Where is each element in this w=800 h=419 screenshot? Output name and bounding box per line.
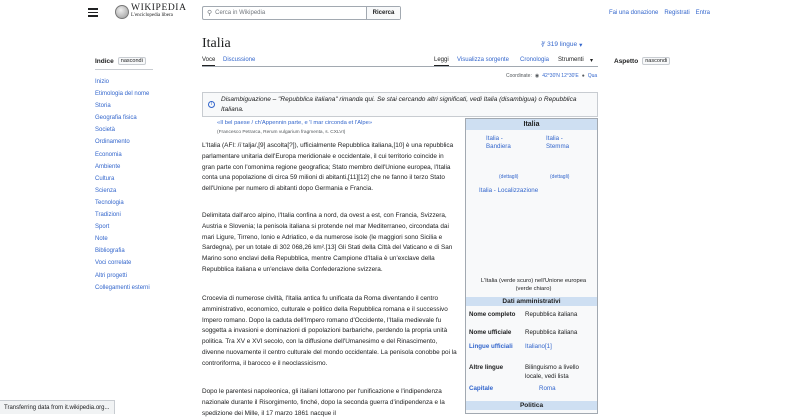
toc-item-geografia[interactable]: Geografia fisica xyxy=(95,112,195,124)
tab-leggi[interactable]: Leggi xyxy=(434,57,449,66)
locator-map[interactable]: Italia - Localizzazione xyxy=(479,187,538,194)
main-menu-icon[interactable] xyxy=(88,8,98,17)
emblem-details-link[interactable]: (dettagli) xyxy=(550,174,569,180)
aspect-heading: Aspetto xyxy=(614,58,638,65)
emblem-image[interactable]: Italia - Stemma xyxy=(546,135,584,151)
tab-voce[interactable]: Voce xyxy=(202,57,215,66)
toc-sidebar xyxy=(95,57,195,294)
row-key: Altre lingue xyxy=(469,364,525,381)
infobox-title: Italia xyxy=(466,119,597,130)
coord-value[interactable]: 42°30′N 12°30′E xyxy=(542,73,578,79)
toc-divider xyxy=(95,69,153,70)
quote-line[interactable]: «Il bel paese / ch'Appennin parte, e 'l mar circonda et l'Alpe» xyxy=(217,119,372,128)
infobox-row xyxy=(469,329,596,338)
search-button[interactable]: Ricerca xyxy=(366,7,400,19)
login-link[interactable]: Entra xyxy=(696,10,710,16)
row-value: Bilinguismo a livello locale, vedi lista xyxy=(525,364,596,381)
toc-item-note[interactable]: Note xyxy=(95,233,195,245)
infobox-row xyxy=(469,343,596,352)
map-pin-icon: ● xyxy=(582,73,585,79)
toc-heading: Indice xyxy=(95,58,114,65)
infobox-row xyxy=(469,311,596,320)
toc-item-bibliografia[interactable]: Bibliografia xyxy=(95,245,195,257)
infobox xyxy=(465,118,598,414)
tab-cronologia[interactable]: Cronologia xyxy=(520,57,549,63)
wikipedia-globe-icon xyxy=(115,5,129,19)
user-links xyxy=(609,10,710,16)
search-placeholder: Cerca in Wikipedia xyxy=(215,10,265,16)
strumenti-chevron-icon[interactable]: ▾ xyxy=(590,57,593,64)
register-link[interactable]: Registrati xyxy=(664,10,689,16)
toc-item-economia[interactable]: Economia xyxy=(95,149,195,161)
tab-discussione[interactable]: Discussione xyxy=(223,57,255,63)
toc-header xyxy=(95,57,195,65)
language-count: 319 lingue xyxy=(547,41,577,49)
disambiguation-hatnote xyxy=(202,92,598,117)
header xyxy=(0,0,800,26)
coordinates xyxy=(506,73,597,79)
toc-item-collegamenti[interactable]: Collegamenti esterni xyxy=(95,282,195,294)
map-caption: L'Italia (verde scuro) nell'Unione europea (verde chiaro) xyxy=(476,277,591,293)
donate-link[interactable]: Fai una donazione xyxy=(609,10,658,16)
language-button[interactable] xyxy=(541,41,582,49)
tab-visualizza-sorgente[interactable]: Visualizza sorgente xyxy=(457,57,509,63)
coord-label: Coordinate: xyxy=(506,73,532,79)
infobox-row xyxy=(469,385,596,394)
hatnote-text: Disambiguazione – "Repubblica italiana" rimanda qui. Se stai cercando altri significati, vedi Italia (disambigua) o Repubblica Italiana. xyxy=(221,95,597,115)
translate-icon: ∛ xyxy=(541,41,545,49)
row-key[interactable]: Capitale xyxy=(469,385,525,394)
toc-item-scienza[interactable]: Scienza xyxy=(95,185,195,197)
toc-item-inizio[interactable]: Inizio xyxy=(95,76,195,88)
aspect-panel-header xyxy=(614,57,670,65)
admin-section-header: Dati amministrativi xyxy=(466,297,597,306)
toc-item-storia[interactable]: Storia xyxy=(95,100,195,112)
toc-item-etimologia[interactable]: Etimologia del nome xyxy=(95,88,195,100)
wikipedia-logo[interactable] xyxy=(115,4,187,19)
toc-hide-button[interactable]: nascondi xyxy=(118,57,146,65)
paragraph-intro: L'Italia (AFI: /iˈtalja/,[9] ascolta[?]), ufficialmente Repubblica italiana,[10] è una repubblica parlamentare unitaria dell'Europa meridionale e occidentale, il cui territorio coincide in gran parte con l'omonima regione geografica; Stato membro dell'Unione europea, l'Italia conta una popolazione di circa 59 milioni di abitanti,[11][12] che ne fanno il terzo Stato dell'Unione per numero di abitanti dopo Germania e Francia. xyxy=(202,141,458,195)
tab-strumenti[interactable]: Strumenti xyxy=(558,57,584,63)
toc-item-altri-progetti[interactable]: Altri progetti xyxy=(95,270,195,282)
toc-item-tecnologia[interactable]: Tecnologia xyxy=(95,197,195,209)
search-input[interactable] xyxy=(203,7,366,19)
flag-details-link[interactable]: (dettagli) xyxy=(499,174,518,180)
status-bar: Transferring data from it.wikipedia.org... xyxy=(0,400,115,414)
paragraph-risorgimento: Dopo le parentesi napoleonica, gli italiani lottarono per l'unificazione e l'indipendenza nazionale durante il Risorgimento, finché, dopo la seconda guerra d'indipendenza e la spedizione dei Mille, il 17 marzo 1861 nacque il xyxy=(202,387,458,419)
row-value[interactable]: Roma xyxy=(525,385,556,394)
globe-icon: ◉ xyxy=(535,73,539,79)
paragraph-history: Crocevia di numerose civiltà, l'Italia antica fu unificata da Roma diventando il centro amministrativo, economico, culturale e politico della Repubblica romana e il successivo Impero romano. Dopo la caduta dell'Impero romano d'Occidente, l'Italia medievale fu soggetta a invasioni e dominazioni di popolazioni barbariche, perdendo la propria unità politica. Tra XV e XVI secolo, con la diffusione dell'Umanesimo e del Rinascimento, divenne nuovamente il centro culturale del mondo occidentale. La penisola conobbe poi la controriforma, il barocco e il neoclassicismo. xyxy=(202,294,458,370)
toc-item-sport[interactable]: Sport xyxy=(95,221,195,233)
row-key[interactable]: Lingue ufficiali xyxy=(469,343,525,352)
quote-source: (Francesco Petrarca, Rerum vulgarium fragmenta, s. CXLVI) xyxy=(217,128,372,137)
aspect-hide-button[interactable]: nascondi xyxy=(642,57,670,65)
logo-subtitle: L'enciclopedia libera xyxy=(131,13,187,19)
page-title: Italia xyxy=(202,36,231,52)
flag-image[interactable]: Italia - Bandiera xyxy=(486,135,524,151)
info-icon: i xyxy=(208,101,215,108)
toc-item-voci-correlate[interactable]: Voci correlate xyxy=(95,257,195,269)
logo-title: WIKIPEDIA xyxy=(131,4,187,13)
toc-item-societa[interactable]: Società xyxy=(95,124,195,136)
toc-item-cultura[interactable]: Cultura xyxy=(95,173,195,185)
toc-item-ordinamento[interactable]: Ordinamento xyxy=(95,136,195,148)
row-key: Nome completo xyxy=(469,311,525,320)
infobox-row xyxy=(469,364,596,381)
row-key: Nome ufficiale xyxy=(469,329,525,338)
chevron-down-icon: ▾ xyxy=(579,41,582,49)
politics-section-header: Politica xyxy=(466,401,597,410)
article-tabs xyxy=(202,53,598,67)
search-icon: ⚲ xyxy=(207,9,212,17)
toc-item-ambiente[interactable]: Ambiente xyxy=(95,161,195,173)
search-box xyxy=(202,6,401,20)
toc-item-tradizioni[interactable]: Tradizioni xyxy=(95,209,195,221)
coord-map-link[interactable]: Qua xyxy=(588,73,597,79)
epigraph xyxy=(217,119,372,137)
row-value: Repubblica italiana xyxy=(525,311,577,320)
row-value: Repubblica italiana xyxy=(525,329,577,338)
row-value[interactable]: Italiano[1] xyxy=(525,343,552,352)
paragraph-geography: Delimitata dall'arco alpino, l'Italia confina a nord, da ovest a est, con Francia, Svizzera, Austria e Slovenia; la penisola italiana si protende nel mar Mediterraneo, circondata dai mari Ligure, Tirreno, Ionio e Adriatico, e da numerose isole (le maggiori sono Sicilia e Sardegna), per un totale di 302 068,26 km².[13] Gli Stati della Città del Vaticano e di San Marino sono enclavi della Repubblica, mentre Campione d'Italia è un'exclave della Repubblica italiana e un'enclave della Confederazione svizzera. xyxy=(202,211,458,276)
